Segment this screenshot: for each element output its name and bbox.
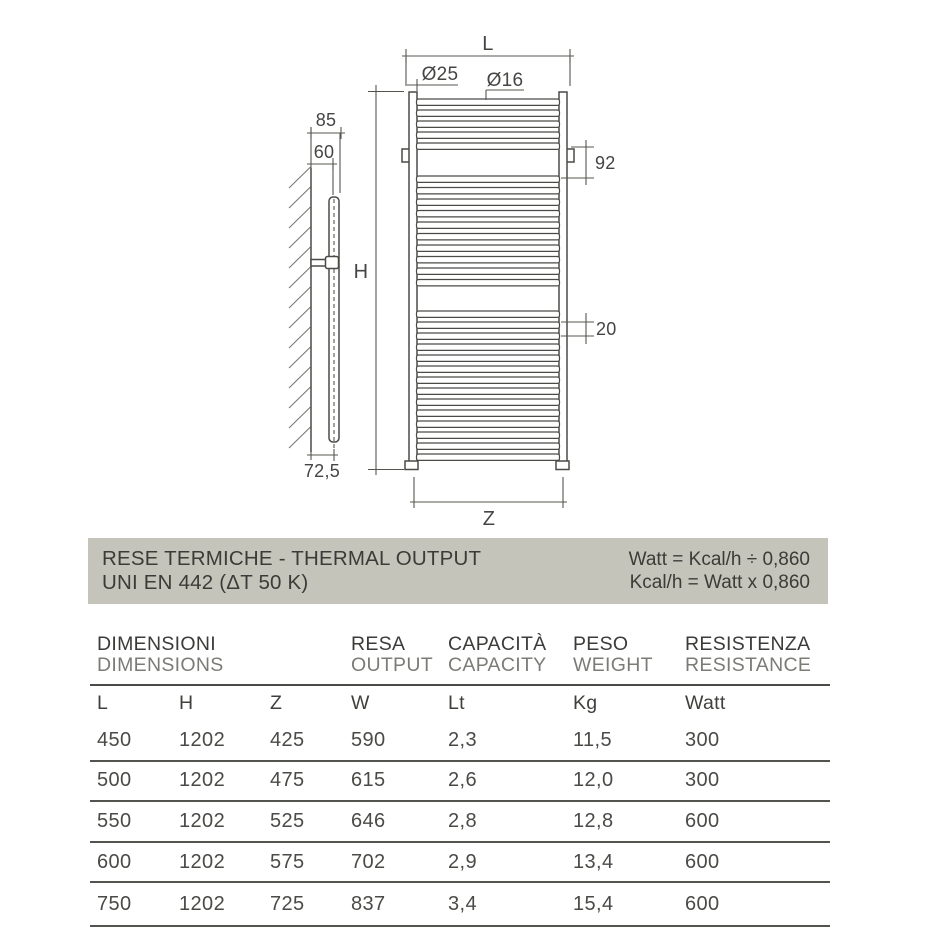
tube-rung	[417, 268, 560, 274]
group-label-it: CAPACITÀ	[448, 633, 547, 655]
group-label-en: RESISTANCE	[685, 654, 812, 676]
hatch-line	[289, 387, 311, 408]
tube-rung	[417, 222, 560, 228]
hatch-line	[289, 167, 311, 188]
table-units-row	[90, 684, 830, 721]
tube-rung	[417, 121, 560, 127]
table-cell: 837	[351, 892, 386, 915]
hatch-line	[289, 407, 311, 428]
table-cell: 2,3	[448, 728, 478, 751]
table-cell: 702	[351, 850, 386, 873]
unit-cell: H	[179, 692, 194, 714]
group-label-it: RESA	[351, 633, 406, 655]
col-group-resistance	[685, 634, 830, 676]
group-label-it: DIMENSIONI	[97, 633, 216, 655]
band-title: RESE TERMICHE - THERMAL OUTPUT	[102, 547, 482, 570]
col-group-output	[351, 634, 448, 676]
tube-rung	[417, 199, 560, 205]
table-cell: 1202	[179, 728, 226, 751]
tube-rung	[417, 234, 560, 240]
table-cell: 575	[270, 850, 305, 873]
tube-rung	[417, 143, 560, 149]
tube-rung	[417, 245, 560, 251]
dimension-20	[561, 313, 617, 344]
table-cell: 725	[270, 892, 305, 915]
table-row	[90, 762, 830, 803]
dim-60-label: 60	[313, 142, 335, 162]
formula-watt: Watt = Kcal/h ÷ 0,860	[628, 549, 810, 570]
table-cell: 12,8	[573, 809, 614, 832]
dim-92-label: 92	[595, 153, 616, 173]
table-cell: 600	[685, 809, 720, 832]
hatch-line	[289, 327, 311, 348]
table-cell: 646	[351, 809, 386, 832]
table-cell: 1202	[179, 892, 226, 915]
hatch-line	[289, 307, 311, 328]
table-cell: 1202	[179, 809, 226, 832]
table-row	[90, 802, 830, 843]
tube-rung	[417, 333, 560, 339]
unit-cell: Watt	[685, 692, 726, 714]
table-body	[90, 721, 830, 927]
table-cell: 600	[685, 892, 720, 915]
col-group-capacity	[448, 634, 573, 676]
hatch-line	[289, 187, 311, 208]
foot-right	[556, 461, 569, 470]
dim-d16-label: Ø16	[486, 70, 524, 91]
group-label-it: PESO	[573, 633, 629, 655]
tube-rung	[417, 366, 560, 372]
spec-table	[90, 634, 830, 927]
tube-rung	[417, 421, 560, 427]
table-cell: 2,8	[448, 809, 478, 832]
table-cell: 1202	[179, 769, 226, 792]
table-cell: 2,9	[448, 850, 478, 873]
thermal-output-band	[88, 538, 828, 604]
towel-rail-tubes	[417, 99, 560, 460]
dimension-Z	[410, 477, 567, 530]
tube-rung	[417, 99, 560, 105]
tube-rung	[417, 188, 560, 194]
tube-rung	[417, 132, 560, 138]
table-cell: 475	[270, 769, 305, 792]
unit-cell: Lt	[448, 692, 465, 714]
unit-cell: W	[351, 692, 370, 714]
tube-rung	[417, 344, 560, 350]
dim-L-label: L	[482, 33, 494, 55]
table-cell: 11,5	[573, 728, 613, 751]
tube-rung	[417, 211, 560, 217]
tube-rung	[417, 399, 560, 405]
wall-hatching	[289, 167, 311, 448]
tube-rung	[417, 377, 560, 383]
table-cell: 450	[97, 728, 132, 751]
table-cell: 15,4	[573, 892, 614, 915]
tube-rung	[417, 443, 560, 449]
table-cell: 615	[351, 769, 386, 792]
table-cell: 500	[97, 769, 132, 792]
band-formula-block	[629, 548, 810, 594]
table-cell: 600	[685, 850, 720, 873]
table-cell: 13,4	[573, 850, 614, 873]
dimension-d25	[407, 64, 458, 91]
table-cell: 300	[685, 728, 720, 751]
foot-left	[405, 461, 418, 470]
group-label-en: OUTPUT	[351, 654, 433, 676]
table-cell: 525	[270, 809, 305, 832]
table-cell: 2,6	[448, 769, 478, 792]
band-title-block	[102, 547, 481, 595]
tube-rung	[417, 280, 560, 286]
col-group-dimensions	[97, 634, 351, 676]
table-group-headers	[90, 634, 830, 676]
tube-rung	[417, 257, 560, 263]
dim-Z-label: Z	[482, 508, 496, 530]
table-row	[90, 843, 830, 884]
dim-85-label: 85	[315, 110, 337, 130]
table-cell: 550	[97, 809, 132, 832]
table-cell: 425	[270, 728, 305, 751]
tube-rung	[417, 322, 560, 328]
side-view	[289, 110, 345, 481]
tube-rung	[417, 432, 560, 438]
dim-H-label: H	[353, 261, 369, 283]
table-row	[90, 883, 830, 927]
hatch-line	[289, 367, 311, 388]
unit-cell: Kg	[573, 692, 598, 714]
group-label-en: WEIGHT	[573, 654, 653, 676]
group-label-en: DIMENSIONS	[97, 654, 224, 676]
dim-20-label: 20	[596, 319, 617, 339]
hatch-line	[289, 267, 311, 288]
hatch-line	[289, 227, 311, 248]
dimension-72-5	[304, 449, 340, 481]
table-cell: 1202	[179, 850, 226, 873]
hatch-line	[289, 427, 311, 448]
collector-right	[559, 92, 567, 462]
tube-rung	[417, 388, 560, 394]
dimension-d16	[486, 70, 524, 100]
table-cell: 590	[351, 728, 386, 751]
unit-cell: Z	[270, 692, 283, 714]
hatch-line	[289, 347, 311, 368]
tube-rung	[417, 110, 560, 116]
tube-rung	[417, 454, 560, 460]
dim-d25-label: Ø25	[421, 64, 459, 85]
table-row	[90, 721, 830, 762]
hatch-line	[289, 287, 311, 308]
group-label-it: RESISTENZA	[685, 633, 811, 655]
table-cell: 3,4	[448, 892, 478, 915]
tube-rung	[417, 410, 560, 416]
tube-rung	[417, 176, 560, 182]
band-norm: UNI EN 442 (ΔT 50 K)	[102, 571, 309, 594]
tube-rung	[417, 311, 560, 317]
unit-cell: L	[97, 692, 109, 714]
formula-kcal: Kcal/h = Watt x 0,860	[629, 572, 810, 593]
table-cell: 750	[97, 892, 132, 915]
side-bracket	[311, 257, 339, 269]
tube-rung	[417, 355, 560, 361]
front-view	[402, 92, 574, 470]
table-cell: 600	[97, 850, 132, 873]
col-group-weight	[573, 634, 685, 676]
table-cell: 12,0	[573, 769, 614, 792]
dim-72-5-label: 72,5	[303, 461, 341, 481]
group-label-en: CAPACITY	[448, 654, 547, 676]
collector-left	[409, 92, 417, 462]
dimension-H	[354, 85, 404, 475]
table-cell: 300	[685, 769, 720, 792]
hatch-line	[289, 207, 311, 228]
hatch-line	[289, 247, 311, 268]
